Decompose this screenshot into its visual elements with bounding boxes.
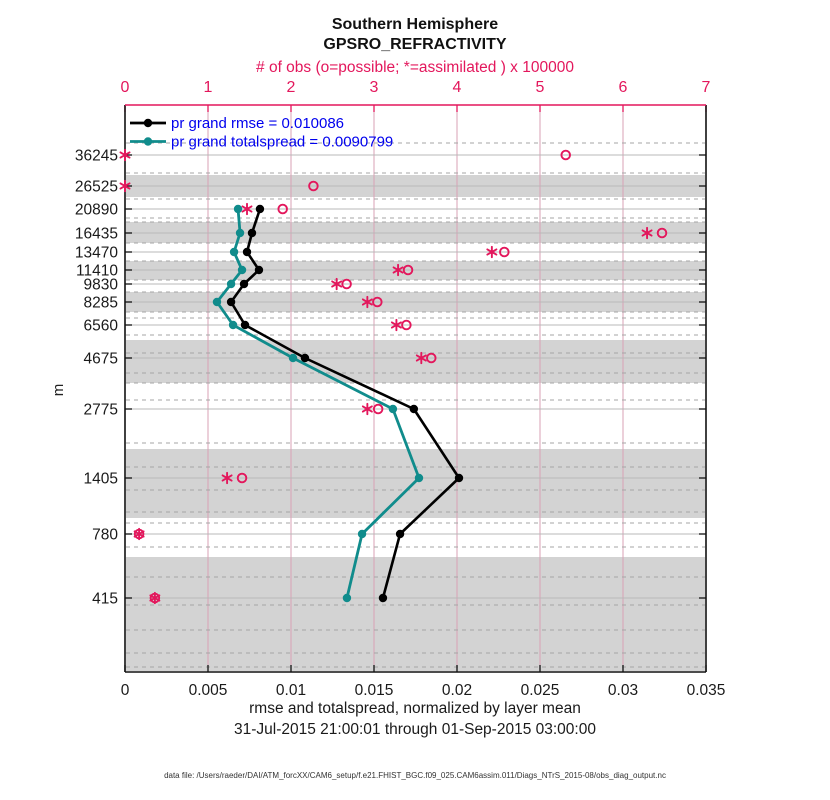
y-tick-label: 415 [92,590,118,608]
rmse-point [227,298,235,306]
y-tick-label: 780 [92,526,118,544]
x-axis-label: rmse and totalspread, normalized by layer mean [249,700,581,717]
shaded-band [126,449,705,518]
y-tick-label: 9830 [83,276,118,294]
totalspread-point [343,594,351,602]
x-tick-label: 0.015 [354,682,394,699]
rmse-point [379,594,387,602]
rmse-point [301,354,309,362]
totalspread-point [289,354,297,362]
x-tick-label: 0.03 [607,682,639,699]
y-tick-label: 16435 [74,225,118,243]
rmse-point [410,405,418,413]
y-tick-label: 4675 [83,350,118,368]
totalspread-point [238,266,246,274]
totalspread-point [358,530,366,538]
y-tick-label: 11410 [76,262,118,280]
rmse-point [241,321,249,329]
top-tick-label: 2 [286,79,296,96]
top-tick-label: 7 [701,79,711,96]
totalspread-point [227,280,235,288]
legend-marker-sample [144,137,152,145]
x-tick-label: 0.02 [441,682,473,699]
shaded-bands [126,175,705,671]
legend-marker-sample [144,119,152,127]
x-tick-label: 0 [120,682,130,699]
legend [130,115,393,151]
top-tick-label: 4 [452,79,462,96]
y-tick-label: 6560 [83,317,118,335]
obs-axis-label: # of obs (o=possible; *=assimilated ) x 100000 [256,59,574,76]
shaded-band [126,557,705,671]
totalspread-point [229,321,237,329]
totalspread-point [230,248,238,256]
x-tick-label: 0.01 [275,682,307,699]
totalspread-point [415,474,423,482]
top-tick-label: 0 [120,79,130,96]
rmse-point [396,530,404,538]
y-tick-label: 1405 [83,470,118,488]
top-tick-label: 6 [618,79,628,96]
rmse-point [243,248,251,256]
totalspread-point [234,205,242,213]
x-tick-label: 0.005 [188,682,228,699]
y-tick-label: 20890 [74,201,118,219]
legend-label: pr grand totalspread = 0.0090799 [171,133,394,151]
totalspread-point [236,229,244,237]
data-file-path: data file: /Users/raeder/DAI/ATM_forcXX/CAM6_setup/f.e21.FHIST_BGC.f09_025.CAM6assim.011/Diags_NTrS_2015-08/obs_diag_output.nc [164,771,666,780]
rmse-point [240,280,248,288]
chart-subtitle: GPSRO_REFRACTIVITY [323,36,507,53]
top-tick-label: 3 [369,79,379,96]
y-tick-label: 2775 [83,401,118,419]
top-tick-label: 1 [203,79,213,96]
totalspread-point [213,298,221,306]
chart-title: Southern Hemisphere [331,16,499,33]
y-tick-label: 13470 [74,244,118,262]
shaded-band [126,340,705,383]
rmse-point [255,266,263,274]
rmse-point [455,474,463,482]
rmse-point [248,229,256,237]
totalspread-point [389,405,397,413]
y-tick-label: 26525 [74,178,118,196]
x-tick-label: 0.035 [686,682,726,699]
legend-label: pr grand rmse = 0.010086 [171,115,345,132]
rmse-point [256,205,264,213]
y-tick-label: 8285 [83,294,118,312]
top-tick-label: 5 [535,79,545,96]
y-axis-label: m [50,383,67,397]
date-range-label: 31-Jul-2015 21:00:01 through 01-Sep-2015 03:00:00 [234,721,596,738]
y-tick-label: 36245 [74,147,118,165]
x-tick-label: 0.025 [520,682,560,699]
